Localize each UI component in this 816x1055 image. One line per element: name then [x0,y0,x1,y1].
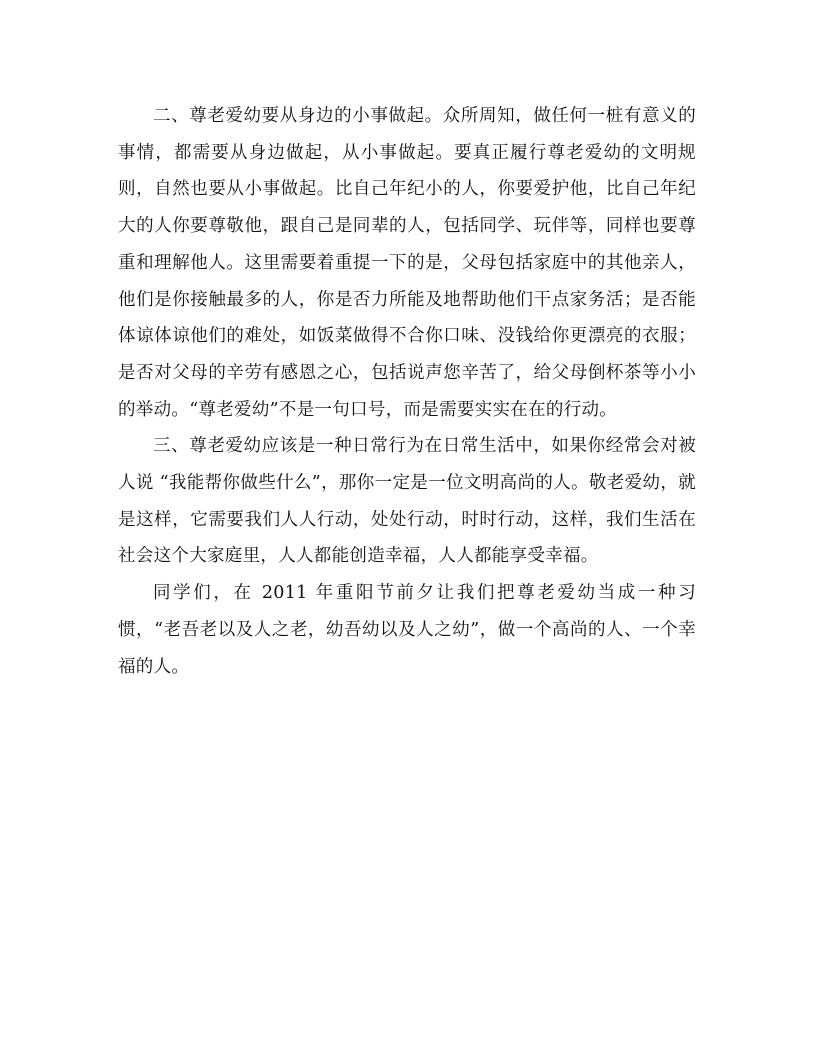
paragraph-closing: 同学们，在 2011 年重阳节前夕让我们把尊老爱幼当成一种习惯，“老吾老以及人之老，幼吾幼以及人之幼”，做一个高尚的人、一个幸福的人。 [118,583,696,677]
document-body [118,98,696,685]
paragraph-two: 二、尊老爱幼要从身边的小事做起。众所周知，做任何一桩有意义的事情，都需要从身边做起，从小事做起。要真正履行尊老爱幼的文明规则，自然也要从小事做起。比自己年纪小的人，你要爱护他，比自己年纪大的人你要尊敬他，跟自己是同辈的人，包括同学、玩伴等，同样也要尊重和理解他人。这里需要着重提一下的是，父母包括家庭中的其他亲人，他们是你接触最多的人，你是否力所能及地帮助他们干点家务活；是否能体谅体谅他们的难处，如饭菜做得不合你口味、没钱给你更漂亮的衣服；是否对父母的辛劳有感恩之心，包括说声您辛苦了，给父母倒杯茶等小小的举动。“尊老爱幼”不是一句口号，而是需要实实在在的行动。 [118,106,696,420]
paragraph-three: 三、尊老爱幼应该是一种日常行为在日常生活中，如果你经常会对被人说 “我能帮你做些什么”，那你一定是一位文明高尚的人。敬老爱幼，就是这样，它需要我们人人行动，处处行动，时时行动，这样，我们生活在社会这个大家庭里，人人都能创造幸福，人人都能享受幸福。 [118,436,696,567]
